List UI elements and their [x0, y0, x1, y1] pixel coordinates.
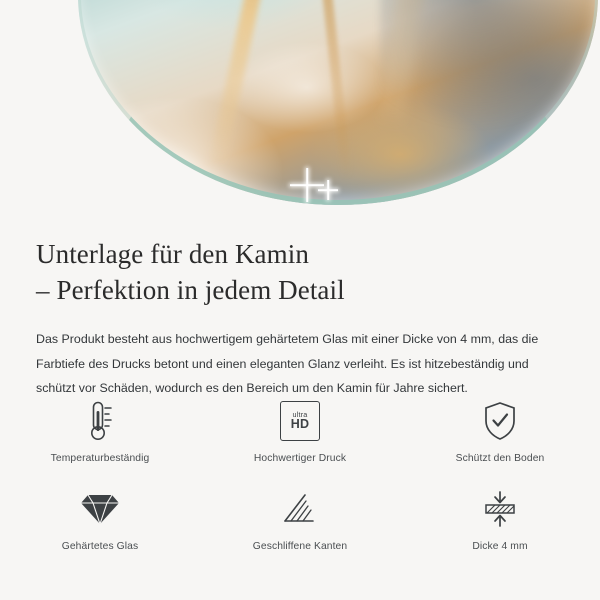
feature-label: Schützt den Boden [455, 453, 545, 464]
product-photo-glass-disc [78, 0, 598, 205]
feature-label: Hochwertiger Druck [253, 453, 347, 464]
feature-temperature-resistant [0, 398, 200, 464]
gold-vein-left [209, 0, 296, 169]
feature-label: Dicke 4 mm [472, 541, 528, 552]
gold-vein-center [303, 0, 352, 179]
feature-thickness [400, 486, 600, 552]
page-title [0, 215, 600, 309]
ultra-hd-badge-top: ultra [292, 409, 308, 419]
feature-floor-protection [400, 398, 600, 464]
text-block [0, 215, 600, 401]
shield-check-icon [480, 398, 520, 444]
feature-label: Temperaturbeständig [50, 453, 150, 464]
feature-tempered-glass [0, 486, 200, 552]
polished-edges-icon [279, 486, 321, 532]
feature-grid [0, 398, 600, 552]
feature-label: Gehärtetes Glas [61, 541, 139, 552]
feature-high-quality-print [200, 398, 400, 464]
ultra-hd-badge-bottom: HD [290, 417, 310, 432]
ultra-hd-icon [280, 398, 320, 444]
page-title-line-2: – Perfektion in jedem Detail [36, 274, 345, 305]
hero-image [0, 0, 600, 215]
feature-label: Geschliffene Kanten [252, 541, 348, 552]
thermometer-icon [80, 398, 120, 444]
body-paragraph: Das Produkt besteht aus hochwertigem gehärtetem Glas mit einer Dicke von 4 mm, das die Farbtiefe des Drucks betont und einen eleganten Glanz verleiht. Es ist hitzebeständig und schützt vor Schäden, wodurch es den Bereich um den Kamin für Jahre sichert. [36, 331, 539, 396]
thickness-icon [479, 486, 521, 532]
dark-smoke-area [380, 0, 598, 129]
page-title-line-1: Unterlage für den Kamin [36, 239, 309, 269]
diamond-icon [78, 486, 122, 532]
feature-polished-edges [200, 486, 400, 552]
